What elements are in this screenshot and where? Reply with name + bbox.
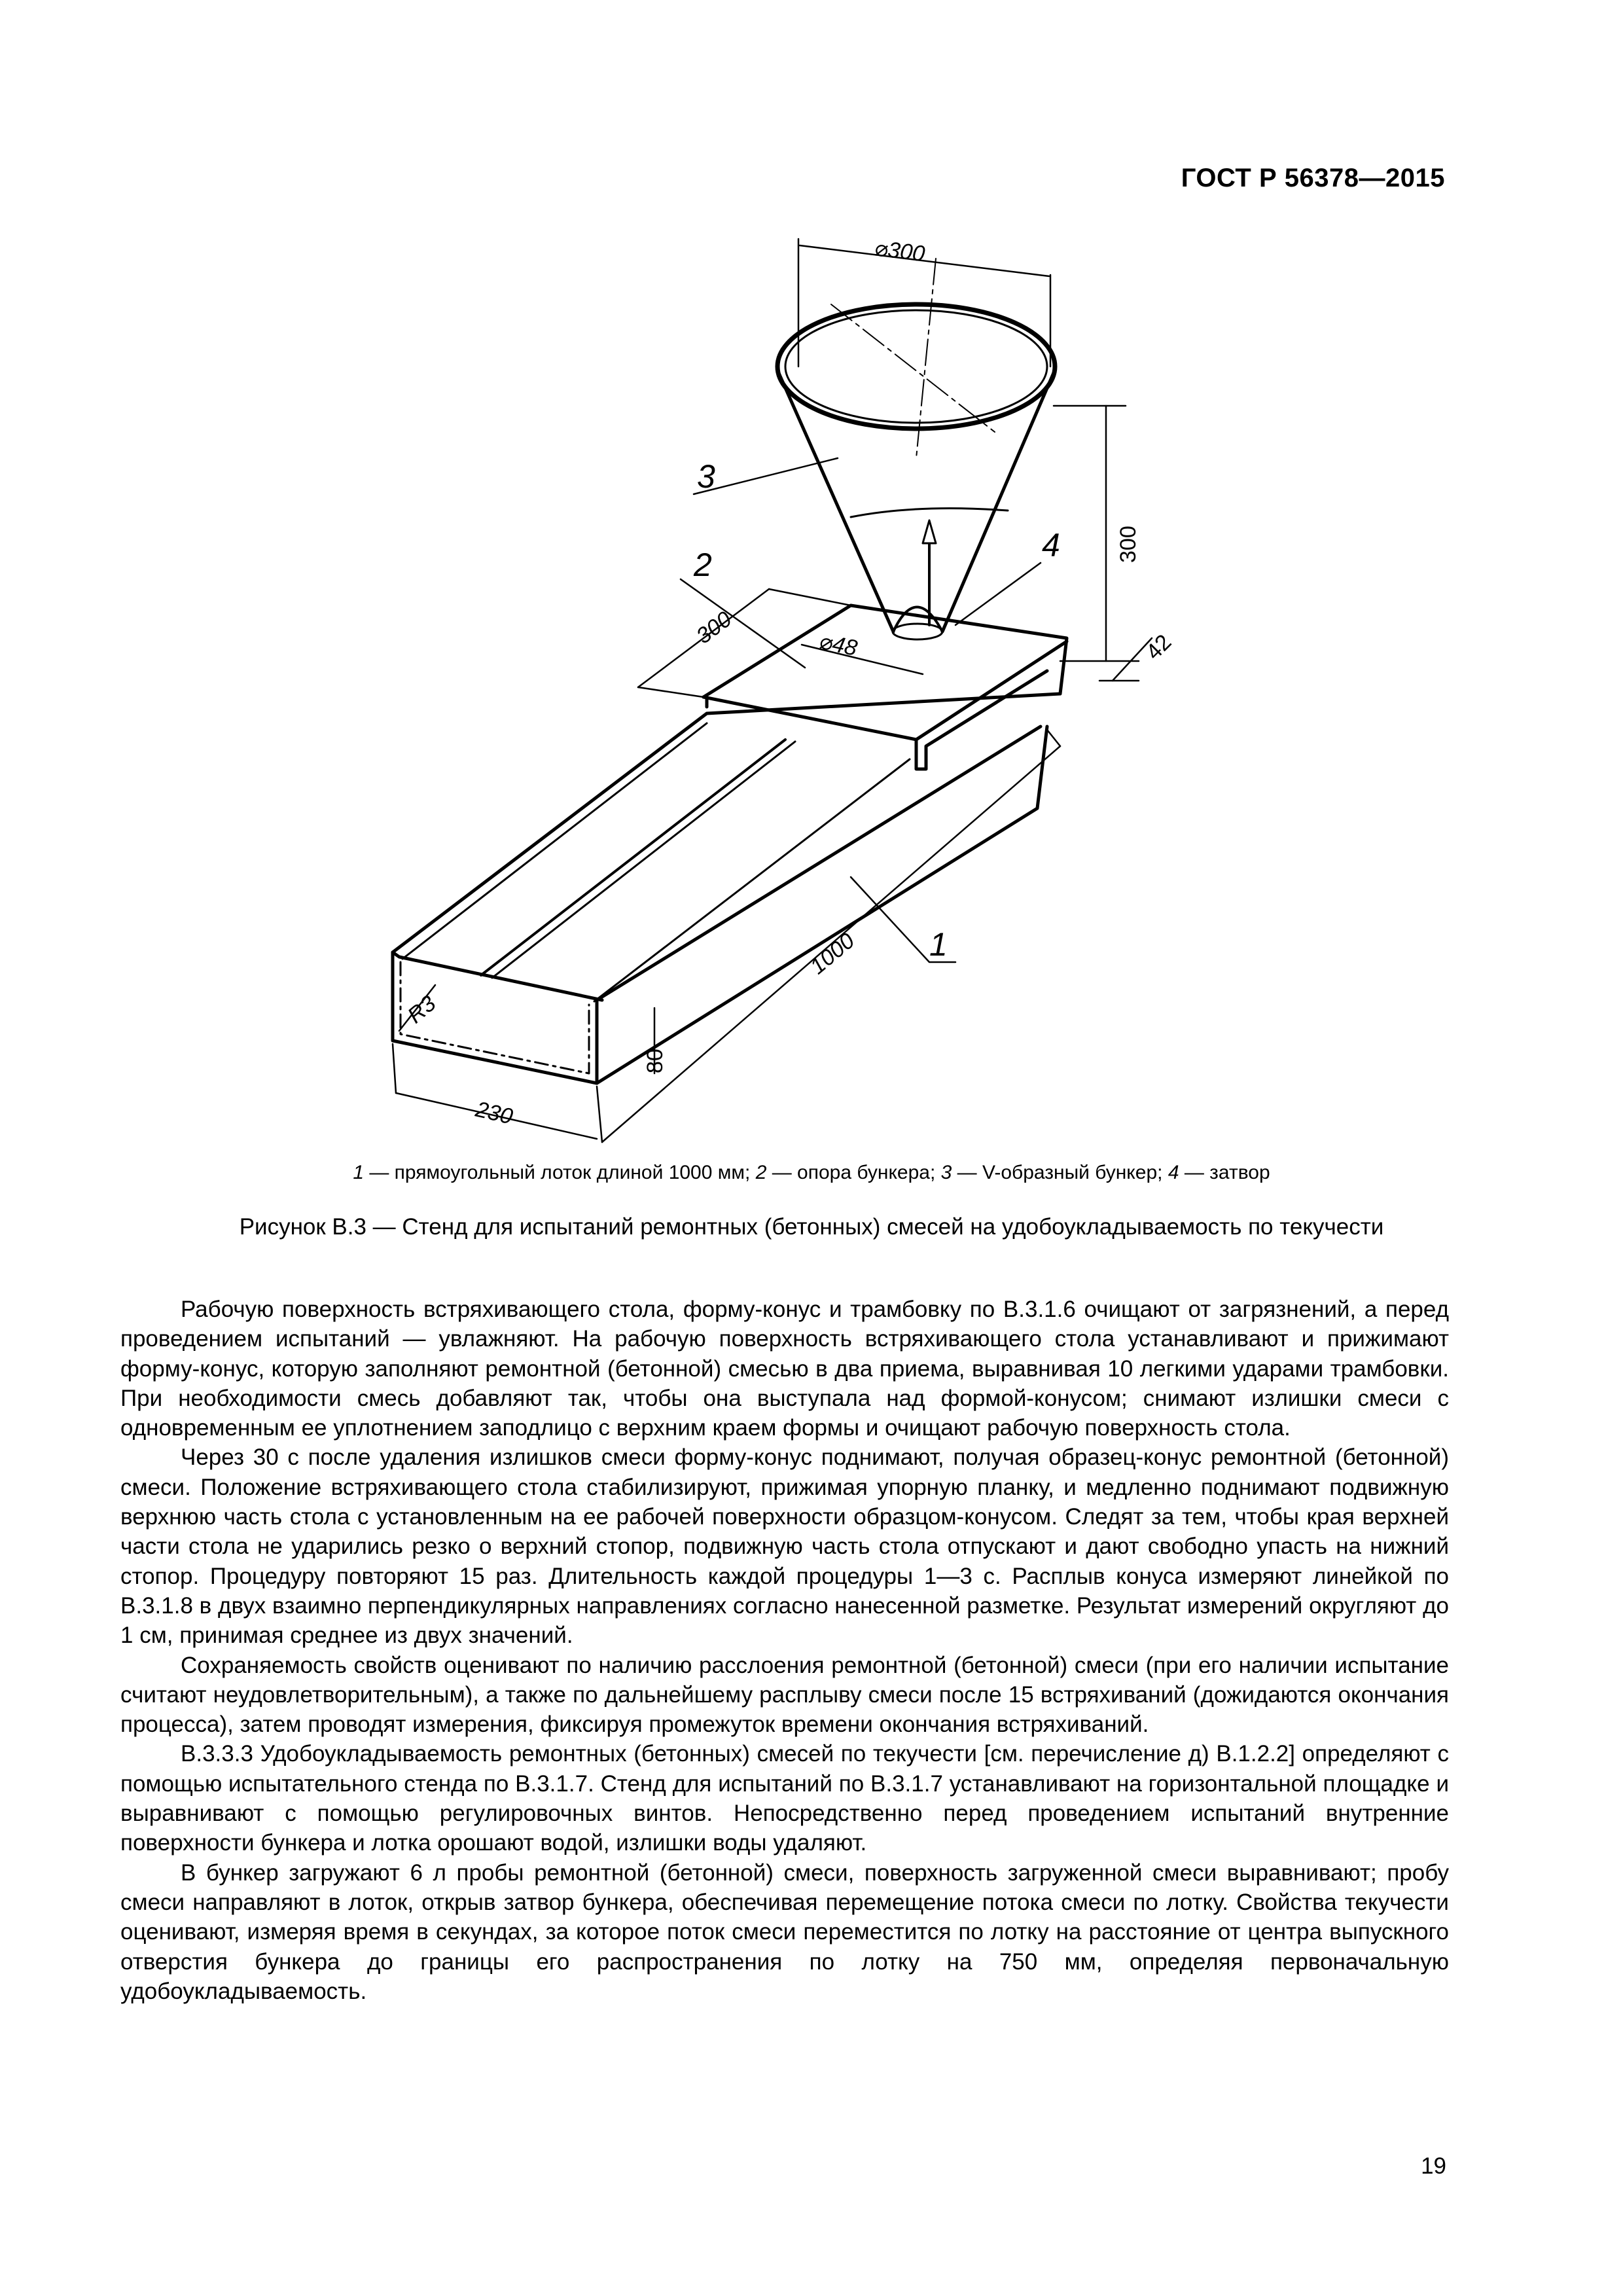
page-number: 19 [1421,2153,1446,2179]
paragraph: Сохраняемость свойств оценивают по наличию расслоения ремонтной (бетонной) смеси (при его наличии испытание считают неудовлетворительным), а также по дальнейшему расплыву смеси после 15 встряхиваний (дожидаются окончания процесса), затем проводят измерения, фиксируя промежуток времени окончания встряхиваний. [120,1652,1449,1738]
part-number-3: 3 [697,458,715,495]
trough [393,694,1060,1083]
paragraph: Через 30 с после удаления излишков смеси форму-конус поднимают, получая образец-конус ремонтной (бетонной) смеси. Положение встряхивающего стола стабилизируют, прижимая упорную планку, и медленно поднимают подвижную верхнюю часть стола с установленным на ее рабочей поверхности образцом-конусом. Следят за тем, чтобы края верхней части стола не ударились резко о верхний стопор, подвижную часть стола отпускают и дают свободно упасть на нижний стопор. Процедуру повторяют 15 раз. Длительность каждой процедуры 1—3 с. Расплыв конуса измеряют линейкой по В.3.1.8 в двух взаимно перпендикулярных направлениях согласно нанесенной разметке. Результат измерений округляют до 1 см, принимая среднее из двух значений. [120,1444,1449,1649]
figure-legend [0,1162,1623,1184]
dim-radius-3: R3 [402,991,441,1029]
dim-diameter-48: ⌀48 [817,628,860,661]
paragraph: В бункер загружают 6 л пробы ремонтной (бетонной) смеси, поверхность загруженной смеси выравнивают; пробу смеси направляют в лоток, открыв затвор бункера, обеспечивая перемещение потока смеси по лотку. Свойства текучести оценивают, измеряя время в секундах, за которое поток смеси переместится по лотку на расстояние от центра выпускного отверстия бункера до границы его распространения по лотку на 750 мм, определяя первоначальную удобоукладываемость. [120,1859,1449,2004]
figure-caption: Рисунок В.3 — Стенд для испытаний ремонтных (бетонных) смесей на удобоукладываемость по текучести [239,1214,1384,1240]
dim-height-80: 80 [643,1049,668,1073]
dimension-lines [393,239,1152,1142]
document-code: ГОСТ Р 56378—2015 [1181,164,1445,192]
dim-width-230: 230 [473,1096,516,1130]
paragraph: В.3.3.3 Удобоукладываемость ремонтных (бетонных) смесей по текучести [см. перечисление д) В.1.2.2] определяют с помощью испытательного стенда по В.3.1.7. Стенд для испытаний по В.3.1.7 устанавливают на горизонтальной площадке и выравнивают с помощью регулировочных винтов. Непосредственно перед проведением испытаний внутренние поверхности бункера и лотка орошают водой, излишки воды удаляют. [120,1741,1449,1856]
legend-item-2: 2 — опора бункера; [755,1162,941,1183]
part-number-2: 2 [694,547,712,583]
dim-height-300: 300 [1116,526,1141,563]
dim-length-1000: 1000 [805,928,860,980]
part-number-4: 4 [1042,527,1060,564]
paragraph: Рабочую поверхность встряхивающего стола, форму-конус и трамбовку по В.3.1.6 очищают от загрязнений, а перед проведением испытаний — увлажняют. На рабочую поверхность встряхивающего стола устанавливают и прижимают форму-конус, которую заполняют ремонтной (бетонной) смесью в два приема, выравнивая 10 легкими ударами трамбовки. При необходимости смесь добавляют так, чтобы она выступала над формой-конусом; снимают излишки смеси с одновременным ее уплотнением заподлицо с верхним краем формы и очищают рабочую поверхность стола. [120,1297,1449,1441]
dim-width-300: 300 [691,606,737,649]
dim-42: 42 [1141,630,1177,665]
legend-item-3: 3 — V-образный бункер; [940,1162,1168,1183]
body-text [120,1295,1449,2006]
legend-item-1: 1 — прямоугольный лоток длиной 1000 мм; [353,1162,756,1183]
test-stand-drawing [366,232,1178,1149]
dim-diameter-300: ⌀300 [873,236,927,267]
legend-item-4: 4 — затвор [1168,1162,1270,1183]
part-number-1: 1 [929,926,948,963]
